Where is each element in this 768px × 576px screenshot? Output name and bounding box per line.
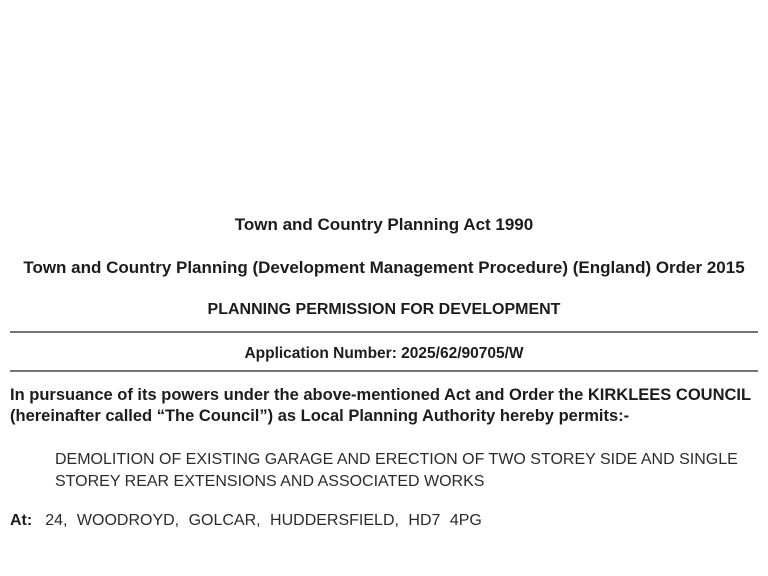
act-heading: Town and Country Planning Act 1990 [234,215,534,234]
address-line [10,510,758,531]
application-number: Application Number: 2025/62/90705/W [244,345,524,362]
site-address: 24, WOODROYD, GOLCAR, HUDDERSFIELD, HD7 4PG [45,512,482,529]
order-heading: Town and Country Planning (Development Management Procedure) (England) Order 2015 [23,258,745,277]
permission-heading: PLANNING PERMISSION FOR DEVELOPMENT [207,301,561,318]
pursuance-paragraph: In pursuance of its powers under the above-mentioned Act and Order the KIRKLEES COUNCIL (hereinafter called “The Council”) as Local Planning Authority hereby permits:- [10,386,751,425]
development-description: DEMOLITION OF EXISTING GARAGE AND ERECTION OF TWO STOREY SIDE AND SINGLE STOREY REAR EXTENSIONS AND ASSOCIATED WORKS [55,451,738,490]
at-label: At: [10,512,33,529]
divider-top [10,331,758,333]
divider-bottom [10,370,758,372]
